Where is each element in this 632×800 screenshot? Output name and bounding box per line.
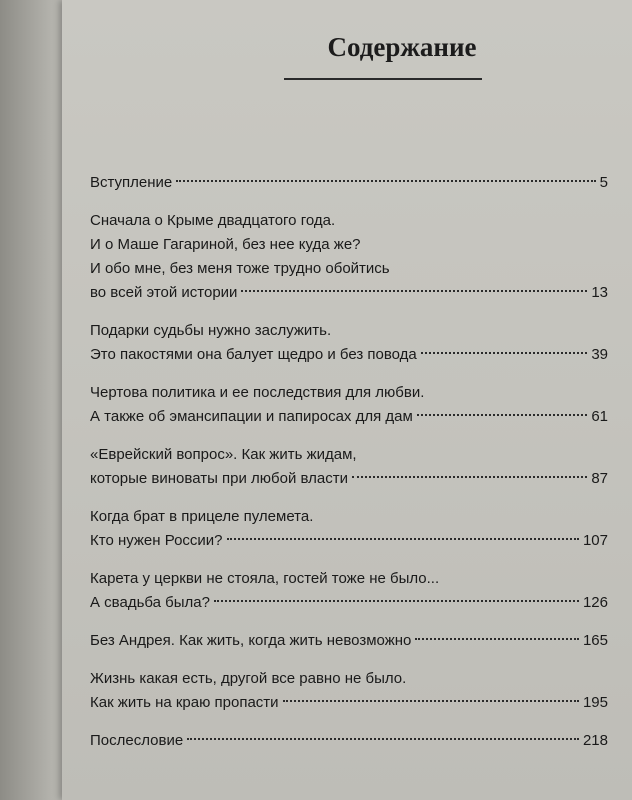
toc-entry-text: Карета у церкви не стояла, гостей тоже не было... xyxy=(90,570,440,587)
dot-leader xyxy=(176,180,595,182)
toc-entry xyxy=(90,443,608,491)
toc-entry-text: Без Андрея. Как жить, когда жить невозможно xyxy=(90,632,412,649)
toc-page-number: 87 xyxy=(591,470,608,487)
dot-leader xyxy=(283,700,579,702)
table-of-contents xyxy=(90,171,608,767)
toc-entry xyxy=(90,629,608,653)
dot-leader xyxy=(227,538,579,540)
toc-entry xyxy=(90,319,608,367)
toc-page-number: 218 xyxy=(582,732,608,749)
toc-entry-text: «Еврейский вопрос». Как жить жидам, xyxy=(90,446,357,463)
toc-entry xyxy=(90,567,608,615)
toc-entry-text: Кто нужен России? xyxy=(90,532,223,549)
toc-entry-text: И о Маше Гагариной, без нее куда же? xyxy=(90,236,361,253)
toc-page-number: 13 xyxy=(591,284,608,301)
toc-page-number: 61 xyxy=(591,408,608,425)
dot-leader xyxy=(352,476,587,478)
toc-page-number: 39 xyxy=(591,346,608,363)
dot-leader xyxy=(241,290,587,292)
toc-entry xyxy=(90,381,608,429)
toc-entry-text: Вступление xyxy=(90,174,173,191)
toc-entry-text: И обо мне, без меня тоже трудно обойтись xyxy=(90,260,390,277)
toc-page-number: 165 xyxy=(582,632,608,649)
toc-entry-text: А также об эмансипации и папиросах для дам xyxy=(90,408,413,425)
toc-page-number: 195 xyxy=(582,694,608,711)
dot-leader xyxy=(421,352,588,354)
toc-entry-text: Как жить на краю пропасти xyxy=(90,694,279,711)
toc-page-number: 5 xyxy=(599,174,608,191)
toc-entry-text: Сначала о Крыме двадцатого года. xyxy=(90,212,336,229)
toc-page-number: 126 xyxy=(582,594,608,611)
dot-leader xyxy=(187,738,579,740)
toc-entry-text: которые виноваты при любой власти xyxy=(90,470,348,487)
toc-entry-text: Чертова политика и ее последствия для любви. xyxy=(90,384,425,401)
toc-entry-text: Это пакостями она балует щедро и без повода xyxy=(90,346,417,363)
toc-entry xyxy=(90,667,608,715)
page-title: Содержание xyxy=(327,32,477,62)
toc-entry xyxy=(90,729,608,753)
dot-leader xyxy=(417,414,588,416)
toc-entry-text: Подарки судьбы нужно заслужить. xyxy=(90,322,332,339)
book-page xyxy=(62,0,632,800)
toc-entry xyxy=(90,505,608,553)
toc-entry xyxy=(90,171,608,195)
dot-leader xyxy=(415,638,579,640)
toc-entry xyxy=(90,209,608,305)
toc-entry-text: Когда брат в прицеле пулемета. xyxy=(90,508,314,525)
title-underline xyxy=(284,78,482,80)
toc-entry-text: Жизнь какая есть, другой все равно не было. xyxy=(90,670,407,687)
toc-entry-text: А свадьба была? xyxy=(90,594,210,611)
toc-entry-text: во всей этой истории xyxy=(90,284,238,301)
dot-leader xyxy=(214,600,579,602)
toc-entry-text: Послесловие xyxy=(90,732,184,749)
toc-page-number: 107 xyxy=(582,532,608,549)
